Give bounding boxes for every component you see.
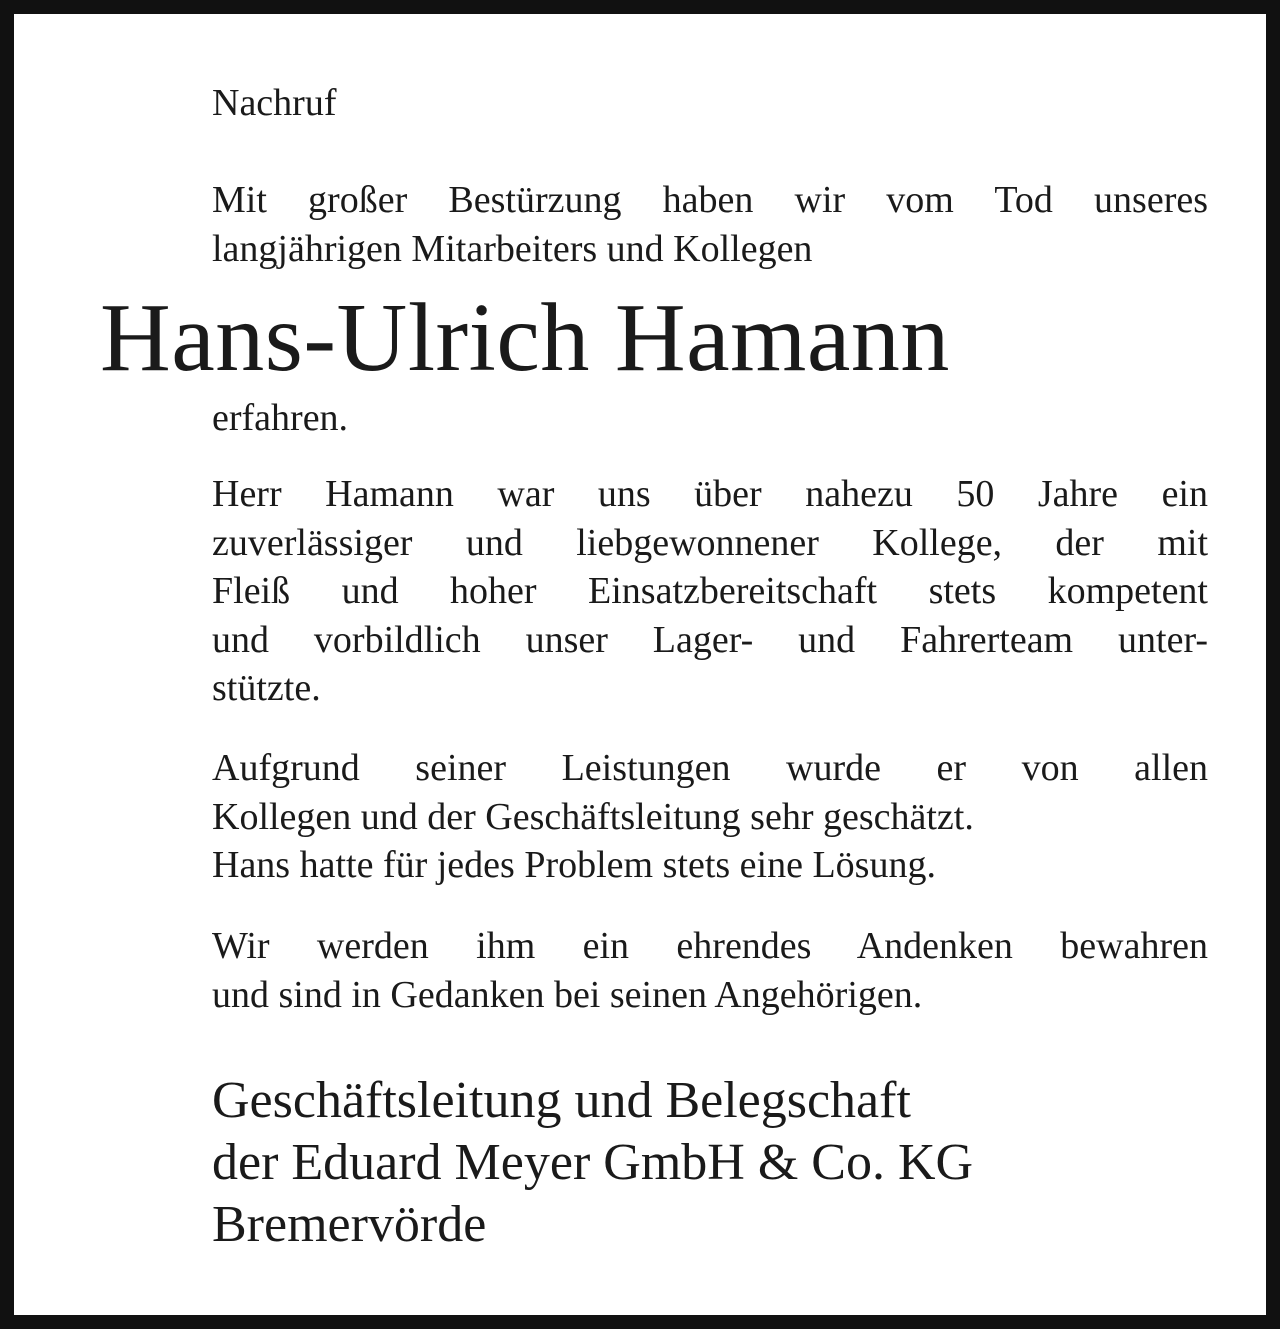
remembrance-line: Wir werden ihm ein ehrendes Andenken bewahren — [212, 925, 1208, 967]
tribute-line: Fleiß und hoher Einsatzbereitschaft stets kompetent — [212, 570, 1208, 612]
notice-label: Nachruf — [212, 82, 337, 124]
appreciation-paragraph — [212, 744, 1208, 890]
tribute-line: zuverlässiger und liebgewonnener Kollege, der mit — [212, 521, 1208, 564]
signature-line: Geschäftsleitung und Belegschaft — [212, 1072, 911, 1129]
intro-paragraph — [212, 176, 1208, 273]
after-name-text: erfahren. — [212, 397, 349, 439]
tribute-line: Herr Hamann war uns über nahezu 50 Jahre ein — [212, 473, 1208, 515]
tribute-line: und vorbildlich unser Lager- und Fahrerteam unter- — [212, 618, 1208, 661]
remembrance-paragraph — [212, 922, 1208, 1019]
signature-line: der Eduard Meyer GmbH & Co. KG — [212, 1134, 974, 1191]
signature-line: Bremervörde — [212, 1196, 487, 1253]
signature-block — [212, 1070, 973, 1256]
appreciation-line: Kollegen und der Geschäftsleitung sehr geschätzt. — [212, 795, 974, 838]
tribute-line: stützte. — [212, 667, 321, 709]
deceased-name: Hans-Ulrich Hamann — [100, 284, 950, 392]
tribute-paragraph — [212, 470, 1208, 713]
intro-line: Mit großer Bestürzung haben wir vom Tod unseres — [212, 179, 1208, 221]
remembrance-line: und sind in Gedanken bei seinen Angehörigen. — [212, 973, 923, 1016]
appreciation-line: Aufgrund seiner Leistungen wurde er von allen — [212, 747, 1208, 789]
intro-line: langjährigen Mitarbeiters und Kollegen — [212, 227, 813, 270]
appreciation-line: Hans hatte für jedes Problem stets eine Lösung. — [212, 844, 936, 886]
